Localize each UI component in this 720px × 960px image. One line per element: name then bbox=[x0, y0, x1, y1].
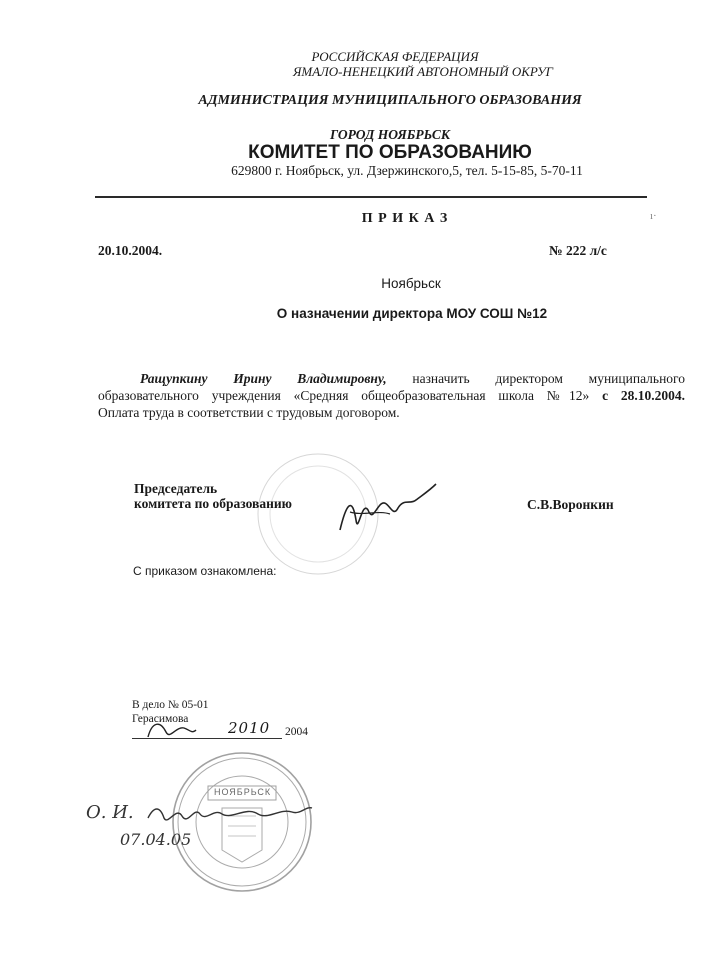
order-date: 20.10.2004. bbox=[98, 243, 163, 258]
order-place: Ноябрьск bbox=[381, 276, 441, 291]
header-address: 629800 г. Ноябрьск, ул. Дзержинского,5, тел. 5-15-85, 5-70-11 bbox=[231, 163, 583, 178]
filing-file: В дело № 05-01 bbox=[132, 699, 209, 711]
stamp-center-text: НОЯБРЬСК bbox=[214, 787, 272, 797]
header-city: ГОРОД НОЯБРЬСК bbox=[329, 127, 451, 142]
header-administration: АДМИНИСТРАЦИЯ МУНИЦИПАЛЬНОГО ОБРАЗОВАНИЯ bbox=[198, 93, 582, 108]
body-line-2-start: образовательного учреждения «Средняя общеобразовательная школа №12» bbox=[98, 388, 590, 403]
order-number: № 222 л/с bbox=[549, 243, 607, 258]
acknowledged-label: С приказом ознакомлена: bbox=[133, 564, 277, 578]
signer-role-line2: комитета по образованию bbox=[134, 496, 292, 511]
order-subject: О назначении директора МОУ СОШ №12 bbox=[276, 306, 548, 321]
filing-handwritten-date: 2010 bbox=[228, 719, 271, 737]
header-federation: РОССИЙСКАЯ ФЕДЕРАЦИЯ bbox=[311, 49, 479, 64]
filing-year: 2004 bbox=[285, 726, 308, 738]
signer-name: С.В.Воронкин bbox=[527, 497, 614, 512]
margin-mark: ı· bbox=[650, 210, 657, 222]
annotation-date: 07.04.05 bbox=[120, 830, 192, 849]
order-title: П Р И К А З bbox=[361, 211, 449, 226]
header-okrug: ЯМАЛО-НЕНЕЦКИЙ АВТОНОМНЫЙ ОКРУГ bbox=[292, 64, 554, 79]
body-line-3: Оплата труда в соответствии с трудовым договором. bbox=[98, 405, 400, 420]
start-date: с 28.10.2004. bbox=[602, 388, 685, 403]
annotation-initials: О. И. bbox=[86, 802, 134, 823]
appointee-name: Ращупкину Ирину Владимировну, bbox=[140, 371, 387, 386]
filing-clerk: Герасимова bbox=[132, 713, 189, 725]
header-committee: КОМИТЕТ ПО ОБРАЗОВАНИЮ bbox=[248, 142, 532, 163]
body-line-1-rest: назначить директором муниципального bbox=[412, 371, 686, 386]
signer-role-line1: Председатель bbox=[134, 481, 218, 496]
